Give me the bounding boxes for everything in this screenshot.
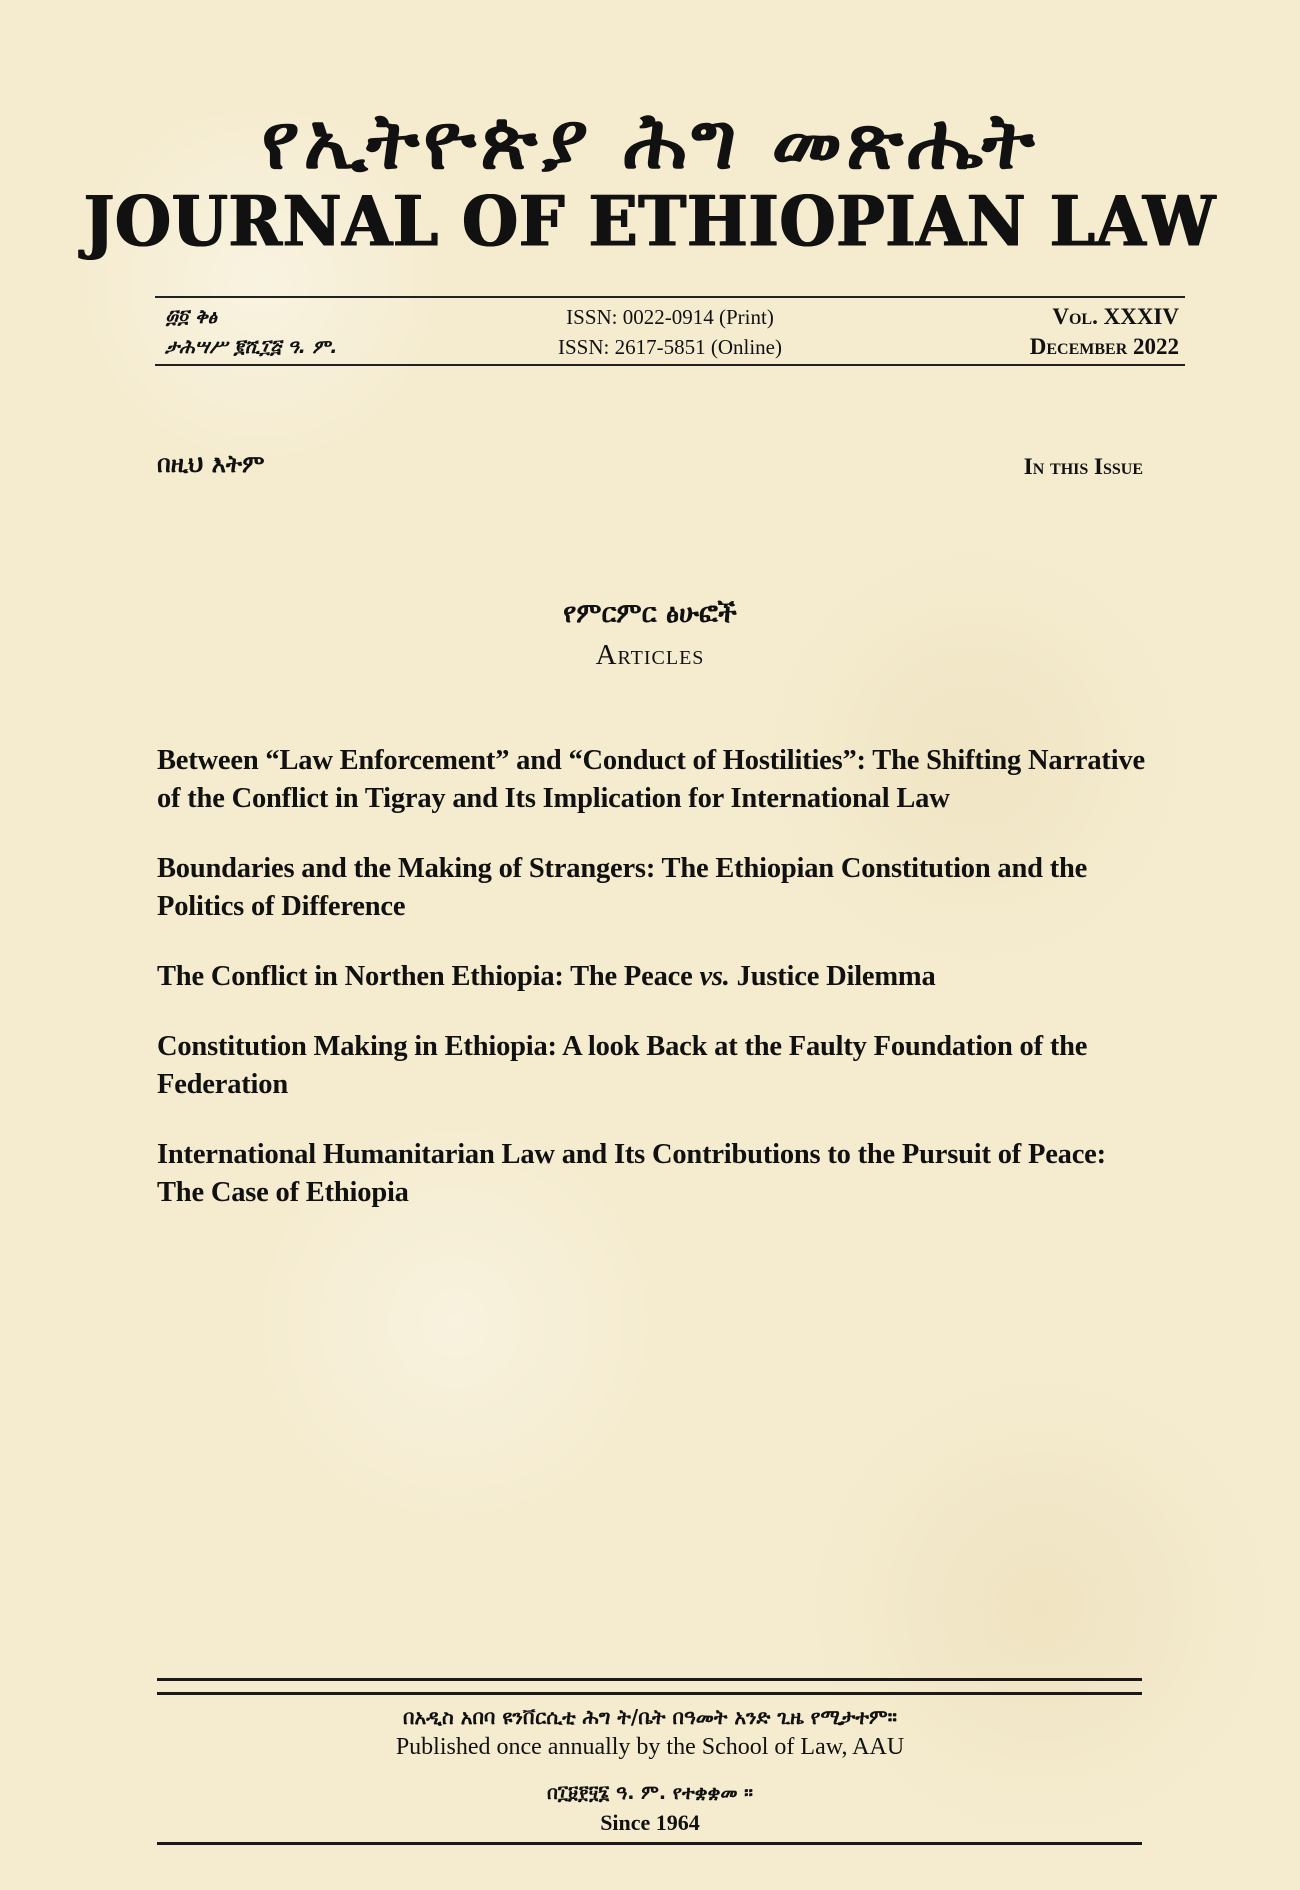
article-title: International Humanitarian Law and Its Contributions to the Pursuit of Peace: The Case of Ethiopia xyxy=(157,1139,1106,1208)
article-title: Between “Law Enforcement” and “Conduct of Hostilities”: The Shifting Narrative of the Conflict in Tigray and Its Implication for International Law xyxy=(157,745,1145,814)
header-bottom-rule xyxy=(155,364,1185,366)
issn-print: ISSN: 0022-0914 (Print) xyxy=(566,305,774,329)
published-by-amharic: በአዲስ አበባ ዩንቨርሲቲ ሕግ ት/ቤት በዓመት አንድ ጊዜ የሚታተም። xyxy=(403,1705,897,1729)
footer-rule-second xyxy=(157,1692,1142,1695)
established-english: Since 1964 xyxy=(600,1810,700,1835)
article-title: Boundaries and the Making of Strangers: The Ethiopian Constitution and the Politics of Difference xyxy=(157,853,1088,922)
established-amharic: በ፲፱፻፶፮ ዓ. ም. የተቋቋመ ። xyxy=(546,1782,754,1804)
in-this-issue-amharic: በዚህ እትም xyxy=(157,450,265,478)
published-by-english: Published once annually by the School of Law, AAU xyxy=(395,1734,905,1760)
footer-rule-bottom xyxy=(157,1842,1142,1845)
article-title-part: Justice Dilemma xyxy=(729,961,936,992)
date-amharic: ታሕሣሥ ፪ሺ፲፭ ዓ. ም. xyxy=(165,336,338,358)
article-list xyxy=(157,742,1147,1244)
header-top-rule xyxy=(155,296,1185,298)
volume-label: Vol. XXXIV xyxy=(1052,304,1179,329)
issue-date: December 2022 xyxy=(1029,334,1179,359)
article-title-part: The Conflict in Northen Ethiopia: The Peace xyxy=(157,961,700,992)
volume-date-block xyxy=(1030,302,1179,362)
articles-heading-english: Articles xyxy=(595,639,705,671)
issn-online: ISSN: 2617-5851 (Online) xyxy=(558,335,782,359)
articles-heading-amharic: የምርምር ፅሁፎች xyxy=(563,598,737,629)
footer-rule-top xyxy=(157,1678,1142,1681)
article-title xyxy=(157,958,1147,996)
publication-info-row xyxy=(155,300,1185,364)
in-this-issue-english: In this Issue xyxy=(1023,454,1143,479)
journal-title-english: JOURNAL OF ETHIOPIAN LAW xyxy=(83,181,1217,263)
article-title: Constitution Making in Ethiopia: A look Back at the Faulty Foundation of the Federation xyxy=(157,1031,1088,1100)
article-title-italic: vs. xyxy=(699,961,730,992)
journal-title-amharic: የኢትዮጵያ ሕግ መጽሔት xyxy=(261,96,1039,187)
volume-amharic: ፴፬ ቅፅ xyxy=(165,306,217,328)
